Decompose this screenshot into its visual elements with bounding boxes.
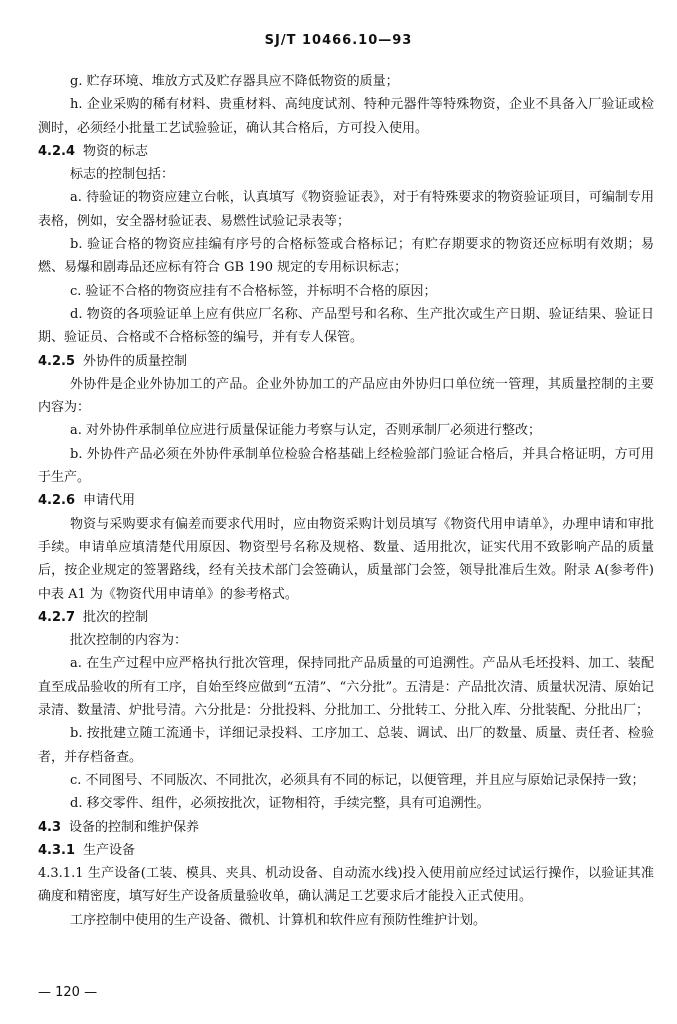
- section-number: 4.2.7: [38, 609, 76, 625]
- paragraph: 4.3.1.1 生产设备(工装、模具、夹具、机动设备、自动流水线)投入使用前应经过试运行操作，以验证其准确度和精密度，填写好生产设备质量验收单，确认满足工艺要求后才能投入正式使用。: [38, 866, 654, 905]
- paragraph: c. 验证不合格的物资应挂有不合格标签，并标明不合格的原因；: [70, 283, 437, 299]
- paragraph: b. 按批建立随工流通卡，详细记录投料、工序加工、总装、调试、出厂的数量、质量、责任者、检验者，并存档备查。: [38, 726, 654, 765]
- paragraph: g. 贮存环境、堆放方式及贮存器具应不降低物资的质量；: [70, 74, 399, 89]
- section-number: 4.3: [38, 819, 62, 835]
- paragraph: 外协件是企业外协加工的产品。企业外协加工的产品应由外协归口单位统一管理，其质量控制的主要内容为：: [38, 376, 654, 416]
- standard-number-header: SJ/T 10466.10—93: [264, 33, 413, 48]
- section-heading: [38, 489, 654, 512]
- section-title: 设备的控制和维护保养: [69, 819, 200, 835]
- section-title: 物资的标志: [83, 143, 149, 159]
- section-number: 4.2.4: [38, 143, 76, 159]
- paragraph: 批次控制的内容为：: [70, 633, 188, 649]
- paragraph: b. 验证合格的物资应挂编有序号的合格标签或合格标记；有贮存期要求的物资还应标明有效期；易燃、易爆和剧毒品还应标有符合 GB 190 规定的专用标识标志；: [38, 237, 654, 276]
- section-heading: [38, 839, 654, 862]
- section-number: 4.2.5: [38, 353, 76, 369]
- section-title: 批次的控制: [83, 609, 149, 625]
- paragraph: a. 在生产过程中应严格执行批次管理，保持同批产品质量的可追溯性。产品从毛坯投料、加工、装配直至成品验收的所有工序，自始至终应做到“五清”、“六分批”。五清是：产品批次清、质量状况清、原始记录清、数量清、炉批号清。六分批是：分批投料、分批加工、分批转工、分批入库、分批装配、分批出厂；: [38, 656, 654, 719]
- section-title: 申请代用: [83, 493, 136, 509]
- page-number: — 120 —: [38, 985, 98, 1000]
- section-heading: [38, 350, 654, 373]
- paragraph: h. 企业采购的稀有材料、贵重材料、高纯度试剂、特种元器件等特殊物资，企业不具备入厂验证或检测时，必须经小批量工艺试验验证，确认其合格后，方可投入使用。: [38, 97, 654, 136]
- paragraph: 物资与采购要求有偏差而要求代用时，应由物资采购计划员填写《物资代用申请单》，办理申请和审批手续。申请单应填清楚代用原因、物资型号名称及规格、数量、适用批次，证实代用不致影响产品的质量后，按企业规定的签署路线，经有关技术部门会签确认，质量部门会签，领导批准后生效。附录 A(参考件)中表 A1 为《物资代用申请单》的参考格式。: [38, 516, 654, 602]
- document-body: [38, 70, 654, 932]
- section-number: 4.2.6: [38, 493, 76, 509]
- paragraph: a. 待验证的物资应建立台帐，认真填写《物资验证表》，对于有特殊要求的物资验证项目，可编制专用表格，例如，安全器材验证表、易燃性试验记录表等；: [38, 190, 654, 229]
- paragraph: 工序控制中使用的生产设备、微机、计算机和软件应有预防性维护计划。: [70, 912, 487, 928]
- paragraph: d. 移交零件、组件，必须按批次，证物相符，手续完整，具有可追溯性。: [70, 796, 490, 812]
- paragraph: a. 对外协件承制单位应进行质量保证能力考察与认定，否则承制厂必须进行整改；: [70, 423, 542, 439]
- section-title: 生产设备: [83, 842, 136, 858]
- section-number: 4.3.1: [38, 842, 76, 858]
- paragraph: d. 物资的各项验证单上应有供应厂名称、产品型号和名称、生产批次或生产日期、验证结果、验证日期、验证员、合格或不合格标签的编号，并有专人保管。: [38, 306, 654, 346]
- section-heading: [38, 606, 654, 629]
- section-title: 外协件的质量控制: [83, 353, 188, 369]
- section-heading: [38, 816, 654, 839]
- section-heading: [38, 140, 654, 163]
- paragraph: c. 不同图号、不同版次、不同批次，必须具有不同的标记，以便管理，并且应与原始记录保持一致；: [70, 772, 645, 788]
- paragraph: 标志的控制包括：: [70, 167, 175, 183]
- paragraph: b. 外协件产品必须在外协件承制单位检验合格基础上经检验部门验证合格后，并具合格证明，方可用于生产。: [38, 446, 654, 486]
